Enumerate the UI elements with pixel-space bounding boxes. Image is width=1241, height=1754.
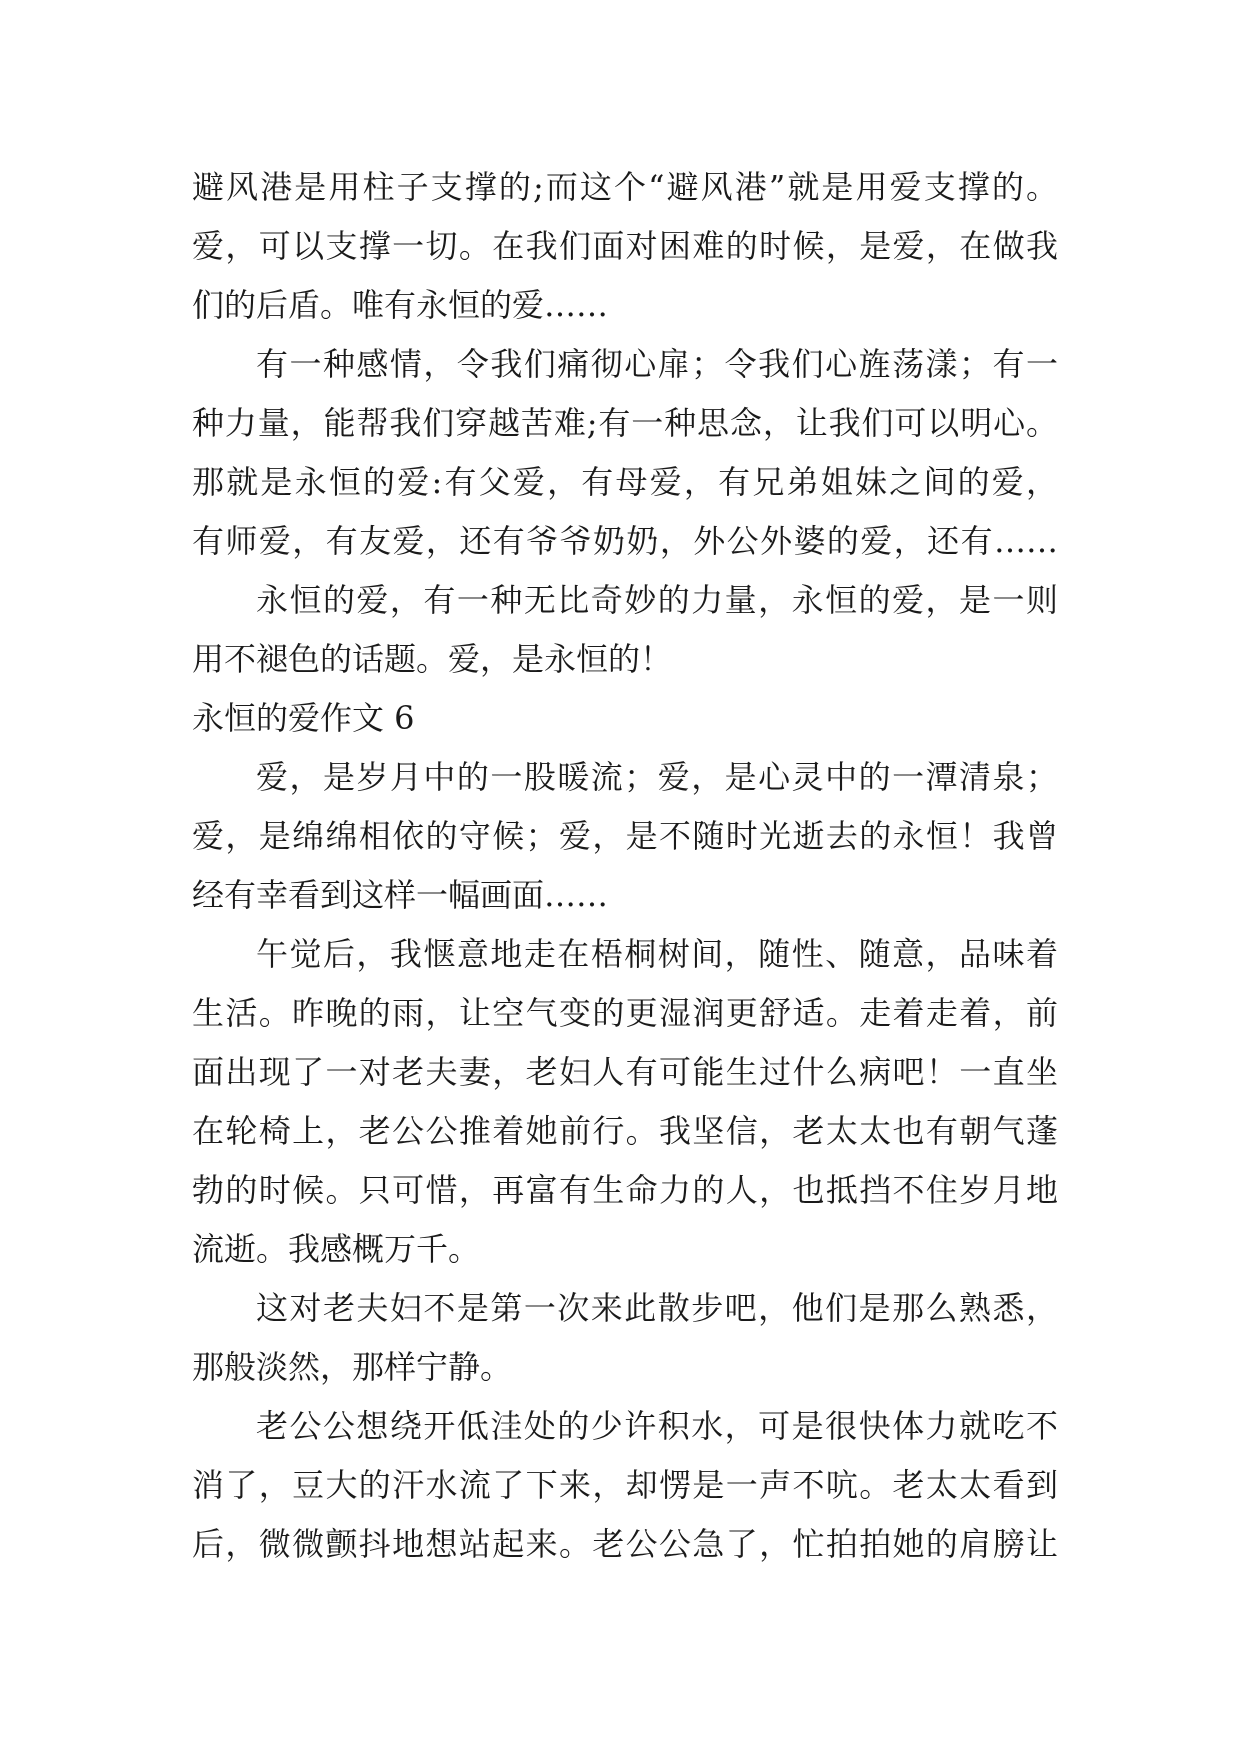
text-line: 生活。昨晚的雨，让空气变的更湿润更舒适。走着走着，前 — [192, 994, 1058, 1032]
text-line: 有一种感情，令我们痛彻心扉；令我们心旌荡漾；有一 — [256, 345, 1058, 383]
text-line: 流逝。我感概万千。 — [192, 1230, 481, 1268]
text-line: 种力量，能帮我们穿越苦难;有一种思念，让我们可以明心。 — [192, 404, 1058, 442]
section-heading: 永恒的爱作文 6 — [192, 699, 415, 737]
text-line: 在轮椅上，老公公推着她前行。我坚信，老太太也有朝气蓬 — [192, 1112, 1058, 1150]
text-line: 老公公想绕开低洼处的少许积水，可是很快体力就吃不 — [256, 1407, 1058, 1445]
text-line: 永恒的爱，有一种无比奇妙的力量，永恒的爱，是一则 — [256, 581, 1058, 619]
text-line: 面出现了一对老夫妻，老妇人有可能生过什么病吧！一直坐 — [192, 1053, 1058, 1091]
document-body — [192, 158, 1058, 1574]
text-line: 爱，是岁月中的一股暖流；爱，是心灵中的一潭清泉； — [256, 758, 1058, 796]
text-line: 们的后盾。唯有永恒的爱…… — [192, 286, 609, 324]
text-line: 爱，可以支撑一切。在我们面对困难的时候，是爱，在做我 — [192, 227, 1058, 265]
text-line: 避风港是用柱子支撑的;而这个“避风港”就是用爱支撑的。 — [192, 168, 1058, 206]
text-line: 有师爱，有友爱，还有爷爷奶奶，外公外婆的爱，还有…… — [192, 522, 1058, 560]
text-line: 那般淡然，那样宁静。 — [192, 1348, 513, 1386]
text-line: 爱，是绵绵相依的守候；爱，是不随时光逝去的永恒！我曾 — [192, 817, 1058, 855]
text-line: 勃的时候。只可惜，再富有生命力的人，也抵挡不住岁月地 — [192, 1171, 1058, 1209]
text-line: 后，微微颤抖地想站起来。老公公急了，忙拍拍她的肩膀让 — [192, 1525, 1058, 1563]
text-line: 经有幸看到这样一幅画面…… — [192, 876, 609, 914]
text-line: 消了，豆大的汗水流了下来，却愣是一声不吭。老太太看到 — [192, 1466, 1058, 1504]
text-line: 用不褪色的话题。爱，是永恒的！ — [192, 640, 673, 678]
text-line: 那就是永恒的爱:有父爱，有母爱，有兄弟姐妹之间的爱， — [192, 463, 1058, 501]
text-line: 这对老夫妇不是第一次来此散步吧，他们是那么熟悉， — [256, 1289, 1058, 1327]
text-line: 午觉后，我惬意地走在梧桐树间，随性、随意，品味着 — [256, 935, 1058, 973]
